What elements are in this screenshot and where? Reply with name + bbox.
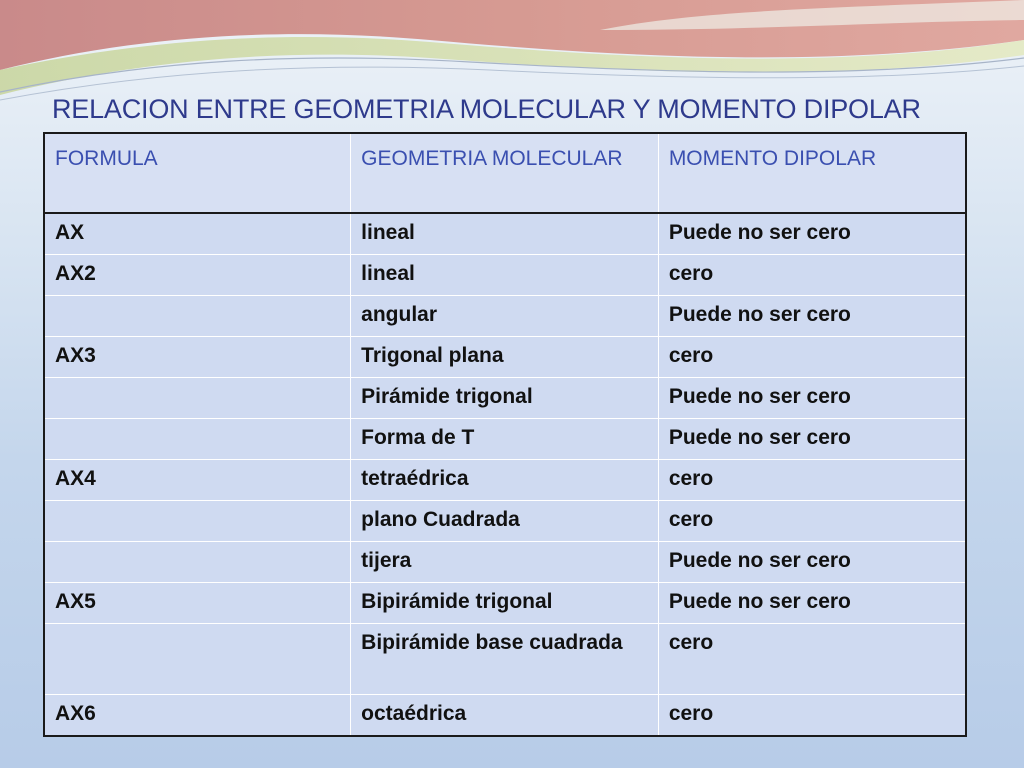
formula-cell: AX2 — [44, 255, 351, 296]
geometry-cell: Trigonal plana — [351, 337, 659, 378]
formula-cell: AX4 — [44, 460, 351, 501]
table-row — [44, 501, 966, 542]
geometry-cell: Bipirámide base cuadrada — [351, 624, 659, 695]
formula-cell — [44, 296, 351, 337]
table-row — [44, 378, 966, 419]
geometry-cell: Pirámide trigonal — [351, 378, 659, 419]
table-row — [44, 695, 966, 737]
formula-cell: AX6 — [44, 695, 351, 737]
table-row — [44, 213, 966, 255]
geometry-cell: Bipirámide trigonal — [351, 583, 659, 624]
formula-cell — [44, 542, 351, 583]
table-row — [44, 419, 966, 460]
formula-cell — [44, 624, 351, 695]
formula-cell — [44, 419, 351, 460]
dipole-cell: cero — [658, 624, 966, 695]
geometry-dipole-table — [43, 132, 967, 737]
table-row — [44, 583, 966, 624]
table-row — [44, 460, 966, 501]
dipole-cell: Puede no ser cero — [658, 296, 966, 337]
formula-cell: AX5 — [44, 583, 351, 624]
dipole-cell: Puede no ser cero — [658, 419, 966, 460]
column-header-geometry: GEOMETRIA MOLECULAR — [351, 133, 659, 213]
table-header-row — [44, 133, 966, 213]
formula-cell — [44, 501, 351, 542]
geometry-cell: tijera — [351, 542, 659, 583]
dipole-cell: Puede no ser cero — [658, 583, 966, 624]
table-row — [44, 255, 966, 296]
formula-cell: AX — [44, 213, 351, 255]
table-row — [44, 624, 966, 695]
dipole-cell: Puede no ser cero — [658, 542, 966, 583]
dipole-cell: cero — [658, 695, 966, 737]
geometry-cell: plano Cuadrada — [351, 501, 659, 542]
geometry-cell: tetraédrica — [351, 460, 659, 501]
slide-title: RELACION ENTRE GEOMETRIA MOLECULAR Y MOMENTO DIPOLAR — [52, 94, 921, 124]
dipole-cell: cero — [658, 501, 966, 542]
geometry-cell: Forma de T — [351, 419, 659, 460]
dipole-cell: Puede no ser cero — [658, 378, 966, 419]
geometry-cell: lineal — [351, 213, 659, 255]
dipole-cell: cero — [658, 337, 966, 378]
column-header-dipole: MOMENTO DIPOLAR — [658, 133, 966, 213]
geometry-cell: lineal — [351, 255, 659, 296]
dipole-cell: Puede no ser cero — [658, 213, 966, 255]
table-row — [44, 542, 966, 583]
table-row — [44, 337, 966, 378]
table-row — [44, 296, 966, 337]
geometry-cell: angular — [351, 296, 659, 337]
formula-cell: AX3 — [44, 337, 351, 378]
dipole-cell: cero — [658, 460, 966, 501]
column-header-formula: FORMULA — [44, 133, 351, 213]
geometry-cell: octaédrica — [351, 695, 659, 737]
formula-cell — [44, 378, 351, 419]
dipole-cell: cero — [658, 255, 966, 296]
